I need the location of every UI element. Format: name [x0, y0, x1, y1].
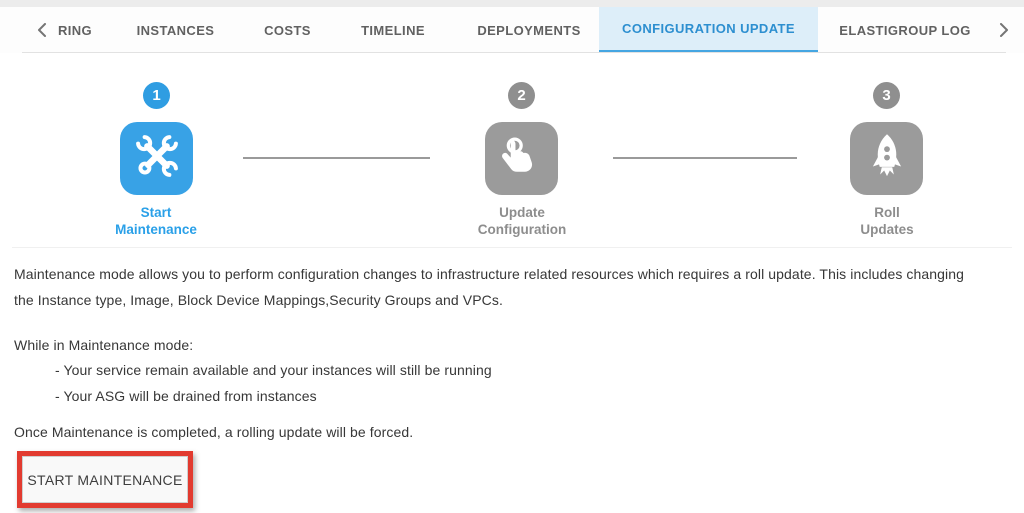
step-number: 1	[152, 87, 161, 104]
step-number: 2	[517, 87, 526, 104]
chevron-right-icon	[998, 23, 1010, 37]
step-label-line2: Updates	[860, 222, 914, 237]
completion-note: Once Maintenance is completed, a rolling update will be forced.	[14, 424, 414, 440]
wrenches-icon	[128, 127, 186, 190]
step-number: 3	[882, 87, 891, 104]
tab-label: ELASTIGROUP LOG	[839, 22, 971, 38]
step-label-line2: Maintenance	[115, 222, 197, 237]
step-label-line1: Update	[499, 205, 545, 220]
rocket-icon	[858, 127, 916, 190]
step-connector-2	[613, 157, 797, 159]
tab-label: INSTANCES	[136, 22, 215, 38]
step-3-icon-box	[850, 122, 923, 195]
while-heading: While in Maintenance mode:	[14, 337, 194, 353]
tab-costs[interactable]	[240, 7, 335, 53]
tab-deployments[interactable]	[460, 7, 598, 53]
tabs-scroll-right-button[interactable]	[992, 7, 1016, 53]
step-connector-1	[243, 157, 430, 159]
bullet-item-1: - Your service remain available and your instances will still be running	[55, 362, 492, 378]
bullet-item-2: - Your ASG will be drained from instances	[55, 388, 317, 404]
tap-click-icon	[493, 127, 551, 190]
tab-label: RING	[57, 22, 93, 38]
intro-text-line1: Maintenance mode allows you to perform configuration changes to infrastructure related resources which requires a roll update. This includes changing	[14, 266, 965, 282]
steps-separator	[12, 247, 1012, 248]
intro-text-line2: the Instance type, Image, Block Device Mappings,Security Groups and VPCs.	[14, 292, 503, 308]
tab-bar	[0, 7, 1024, 53]
annotation-highlight-box	[17, 451, 193, 508]
step-1-label	[76, 204, 236, 238]
window-top-strip	[0, 0, 1024, 7]
start-maintenance-button[interactable]: START MAINTENANCE	[22, 456, 188, 503]
step-1-number-badge	[143, 82, 170, 109]
tab-configuration-update[interactable]	[599, 7, 818, 53]
tab-label: TIMELINE	[361, 22, 425, 38]
step-2-number-badge	[508, 82, 535, 109]
tab-label: COSTS	[264, 22, 311, 38]
step-label-line1: Start	[140, 205, 172, 220]
step-label-line1: Roll	[874, 205, 900, 220]
tab-label: CONFIGURATION UPDATE	[622, 21, 795, 36]
tab-label: DEPLOYMENTS	[477, 22, 581, 38]
step-2-label	[442, 204, 602, 238]
step-1-icon-box	[120, 122, 193, 195]
tab-elastigroup-log[interactable]	[825, 7, 985, 53]
tab-instances[interactable]	[118, 7, 233, 53]
tab-timeline[interactable]	[340, 7, 446, 53]
step-label-line2: Configuration	[477, 222, 567, 237]
step-3-number-badge	[873, 82, 900, 109]
step-2-icon-box	[485, 122, 558, 195]
step-3-label	[807, 204, 967, 238]
tab-ring[interactable]	[46, 7, 104, 53]
tab-bar-separator	[22, 52, 1006, 53]
